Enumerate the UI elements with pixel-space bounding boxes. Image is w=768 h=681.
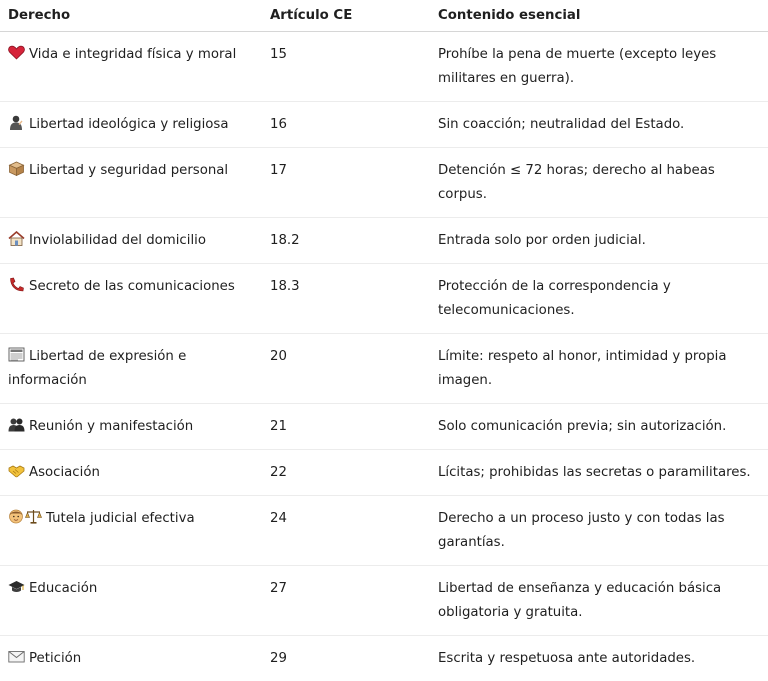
person-praying-icon: [8, 115, 25, 130]
house-icon: [8, 231, 25, 246]
derecho-text: Inviolabilidad del domicilio: [29, 233, 206, 248]
cell-articulo: 24: [262, 496, 430, 566]
graduation-cap-icon: [8, 579, 25, 594]
table-row: [0, 32, 768, 102]
cell-articulo: 15: [262, 32, 430, 102]
cell-articulo: 17: [262, 148, 430, 218]
derecho-text: Libertad y seguridad personal: [29, 163, 228, 178]
cell-articulo: 18.3: [262, 264, 430, 334]
derecho-text: Libertad ideológica y religiosa: [29, 117, 229, 132]
cell-derecho: [0, 496, 262, 566]
scales-icon: [25, 509, 42, 524]
derecho-text: Asociación: [29, 465, 100, 480]
cell-articulo: 27: [262, 566, 430, 636]
table-row: [0, 264, 768, 334]
derecho-text: Secreto de las comunicaciones: [29, 279, 235, 294]
cell-derecho: [0, 148, 262, 218]
cell-articulo: 20: [262, 334, 430, 404]
table-row: [0, 334, 768, 404]
header-row: [0, 0, 768, 32]
cell-derecho: [0, 264, 262, 334]
telephone-icon: [8, 277, 25, 292]
header-articulo: Artículo CE: [262, 0, 430, 32]
handshake-icon: [8, 463, 25, 478]
cell-contenido: Sin coacción; neutralidad del Estado.: [430, 102, 768, 148]
cell-derecho: [0, 218, 262, 264]
cell-derecho: [0, 32, 262, 102]
envelope-icon: [8, 649, 25, 664]
derecho-text: Vida e integridad física y moral: [29, 47, 236, 62]
cell-contenido: Detención ≤ 72 horas; derecho al habeas corpus.: [430, 148, 768, 218]
cell-articulo: 16: [262, 102, 430, 148]
derecho-text: Educación: [29, 581, 97, 596]
cell-contenido: Libertad de enseñanza y educación básica obligatoria y gratuita.: [430, 566, 768, 636]
cell-contenido: Entrada solo por orden judicial.: [430, 218, 768, 264]
header-contenido: Contenido esencial: [430, 0, 768, 32]
cell-derecho: [0, 334, 262, 404]
header-derecho: Derecho: [0, 0, 262, 32]
cell-derecho: [0, 566, 262, 636]
cell-articulo: 18.2: [262, 218, 430, 264]
cell-contenido: Lícitas; prohibidas las secretas o paramilitares.: [430, 450, 768, 496]
table-row: [0, 636, 768, 681]
table-row: [0, 496, 768, 566]
judge-icon: [8, 509, 24, 524]
cell-derecho: [0, 636, 262, 681]
cell-contenido: Protección de la correspondencia y telecomunicaciones.: [430, 264, 768, 334]
cell-articulo: 22: [262, 450, 430, 496]
cell-contenido: Prohíbe la pena de muerte (excepto leyes militares en guerra).: [430, 32, 768, 102]
cell-contenido: Solo comunicación previa; sin autorización.: [430, 404, 768, 450]
derecho-text: Reunión y manifestación: [29, 419, 193, 434]
table-row: [0, 450, 768, 496]
cell-contenido: Escrita y respetuosa ante autoridades.: [430, 636, 768, 681]
cell-contenido: Derecho a un proceso justo y con todas las garantías.: [430, 496, 768, 566]
cell-derecho: [0, 450, 262, 496]
cell-articulo: 21: [262, 404, 430, 450]
table-row: [0, 148, 768, 218]
table-row: [0, 566, 768, 636]
derecho-text: Petición: [29, 651, 81, 666]
cell-articulo: 29: [262, 636, 430, 681]
heart-icon: [8, 45, 25, 60]
cell-derecho: [0, 102, 262, 148]
table-row: [0, 404, 768, 450]
cell-contenido: Límite: respeto al honor, intimidad y propia imagen.: [430, 334, 768, 404]
cell-derecho: [0, 404, 262, 450]
table-row: [0, 102, 768, 148]
derecho-text: Tutela judicial efectiva: [46, 511, 195, 526]
derecho-text: Libertad de expresión e información: [8, 349, 186, 388]
package-icon: [8, 161, 25, 176]
table-row: [0, 218, 768, 264]
people-icon: [8, 417, 25, 432]
newspaper-icon: [8, 347, 25, 362]
